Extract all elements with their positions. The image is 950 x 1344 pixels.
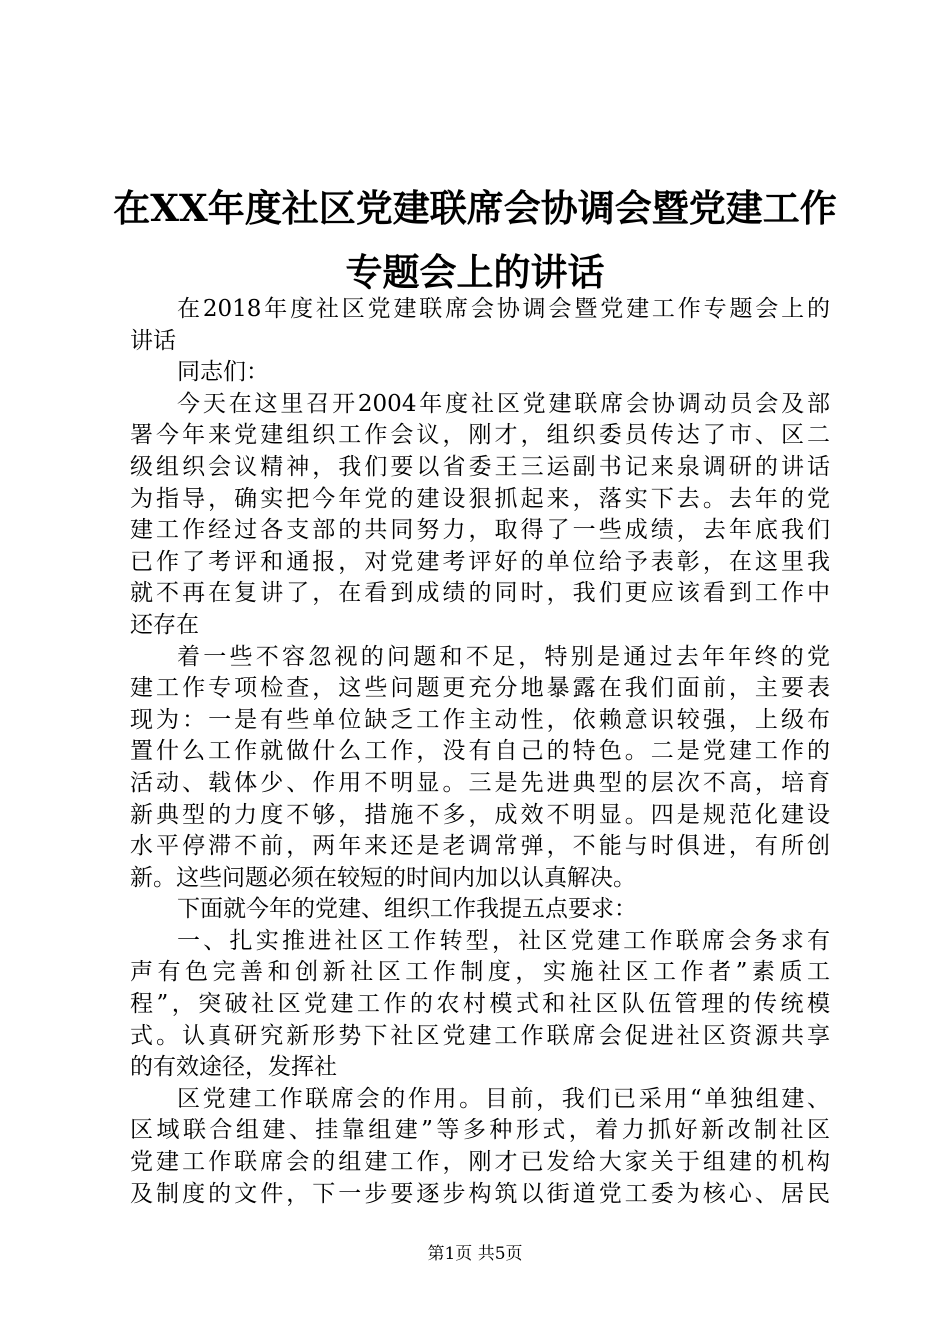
body-line: 讲话: [130, 327, 176, 354]
body-line: 新典型的力度不够，措施不多，成效不明显。四是规范化建设: [130, 801, 830, 828]
body-line: 同志们：: [177, 359, 269, 386]
body-line: 现为：一是有些单位缺乏工作主动性，依赖意识较强，上级布: [130, 706, 830, 733]
body-line: 下面就今年的党建、组织工作我提五点要求：: [177, 896, 637, 923]
body-line: 活动、载体少、作用不明显。三是先进典型的层次不高，培育: [130, 769, 830, 796]
body-line: 程”，突破社区党建工作的农村模式和社区队伍管理的传统模: [130, 991, 830, 1018]
page-footer: 第1页 共5页: [427, 1244, 523, 1264]
body-line: 声有色完善和创新社区工作制度，实施社区工作者”素质工: [130, 959, 830, 986]
body-line: 就不再在复讲了，在看到成绩的同时，我们更应该看到工作中: [130, 580, 830, 607]
body-line: 及制度的文件，下一步要逐步构筑以街道党工委为核心、居民: [130, 1180, 830, 1207]
body-line: 新。这些问题必须在较短的时间内加以认真解决。: [130, 864, 636, 891]
body-line: 水平停滞不前，两年来还是老调常弹，不能与时俱进，有所创: [130, 833, 830, 860]
document-body: [130, 294, 830, 1210]
body-line: 署今年来党建组织工作会议，刚才，组织委员传达了市、区二: [130, 422, 830, 449]
body-line: 式。认真研究新形势下社区党建工作联席会促进社区资源共享: [130, 1022, 830, 1049]
body-line: 置什么工作就做什么工作，没有自己的特色。二是党建工作的: [130, 738, 830, 765]
body-line: 的有效途径，发挥社: [130, 1054, 337, 1081]
body-line: 级组织会议精神，我们要以省委王三运副书记来泉调研的讲话: [130, 453, 830, 480]
body-line: 建工作专项检查，这些问题更充分地暴露在我们面前，主要表: [130, 675, 830, 702]
body-line: 已作了考评和通报，对党建考评好的单位给予表彰，在这里我: [130, 548, 830, 575]
body-line: 区党建工作联席会的作用。目前，我们已采用“单独组建、: [177, 1085, 830, 1112]
body-line: 今天在这里召开2004年度社区党建联席会协调动员会及部: [177, 390, 830, 417]
body-line: 建工作经过各支部的共同努力，取得了一些成绩，去年底我们: [130, 517, 830, 544]
body-line: 着一些不容忽视的问题和不足，特别是通过去年年终的党: [177, 643, 830, 670]
body-line: 在2018年度社区党建联席会协调会暨党建工作专题会上的: [177, 296, 830, 322]
body-line: 党建工作联席会的组建工作，刚才已发给大家关于组建的机构: [130, 1149, 830, 1176]
document-title-line-1: 在XX年度社区党建联席会协调会暨党建工作: [113, 186, 837, 230]
body-line: 一、扎实推进社区工作转型，社区党建工作联席会务求有: [177, 927, 830, 954]
body-line: 区域联合组建、挂靠组建”等多种形式，着力抓好新改制社区: [130, 1117, 830, 1144]
body-line: 还存在: [130, 611, 199, 638]
document-title-line-2: 专题会上的讲话: [345, 250, 605, 294]
body-line: 为指导，确实把今年党的建设狠抓起来，落实下去。去年的党: [130, 485, 830, 512]
